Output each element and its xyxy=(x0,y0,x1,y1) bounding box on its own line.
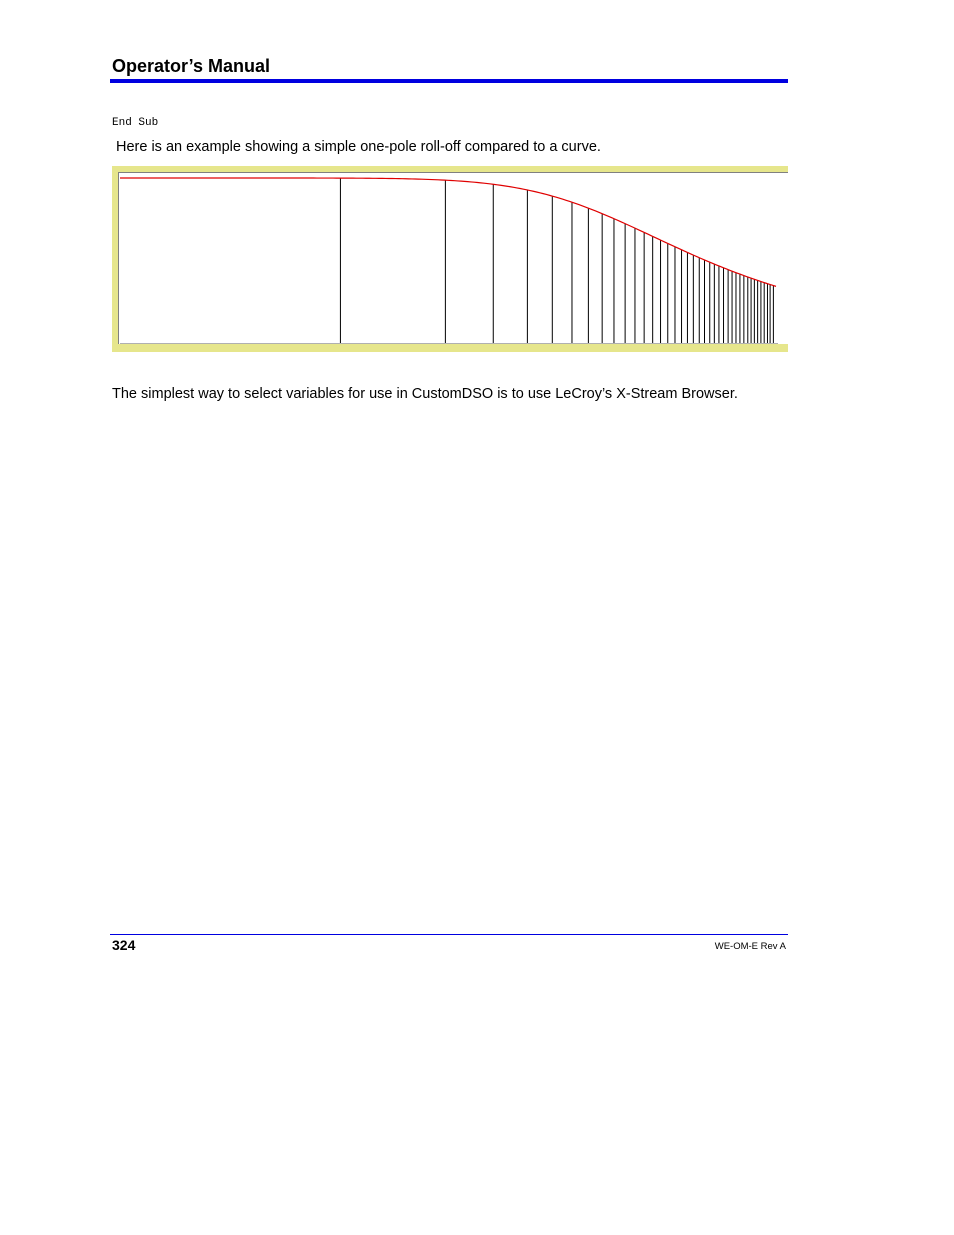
body-paragraph: The simplest way to select variables for use in CustomDSO is to use LeCroy’s X-Stream Browser. xyxy=(112,386,738,402)
rolloff-figure xyxy=(112,166,788,352)
document-code: WE-OM-E Rev A xyxy=(714,941,786,952)
intro-paragraph: Here is an example showing a simple one-pole roll-off compared to a curve. xyxy=(116,139,601,155)
header-rule xyxy=(110,79,788,83)
code-line: End Sub xyxy=(112,117,159,129)
page-number: 324 xyxy=(112,937,136,953)
footer-rule xyxy=(110,934,788,935)
page-header-title: Operator’s Manual xyxy=(112,56,271,76)
